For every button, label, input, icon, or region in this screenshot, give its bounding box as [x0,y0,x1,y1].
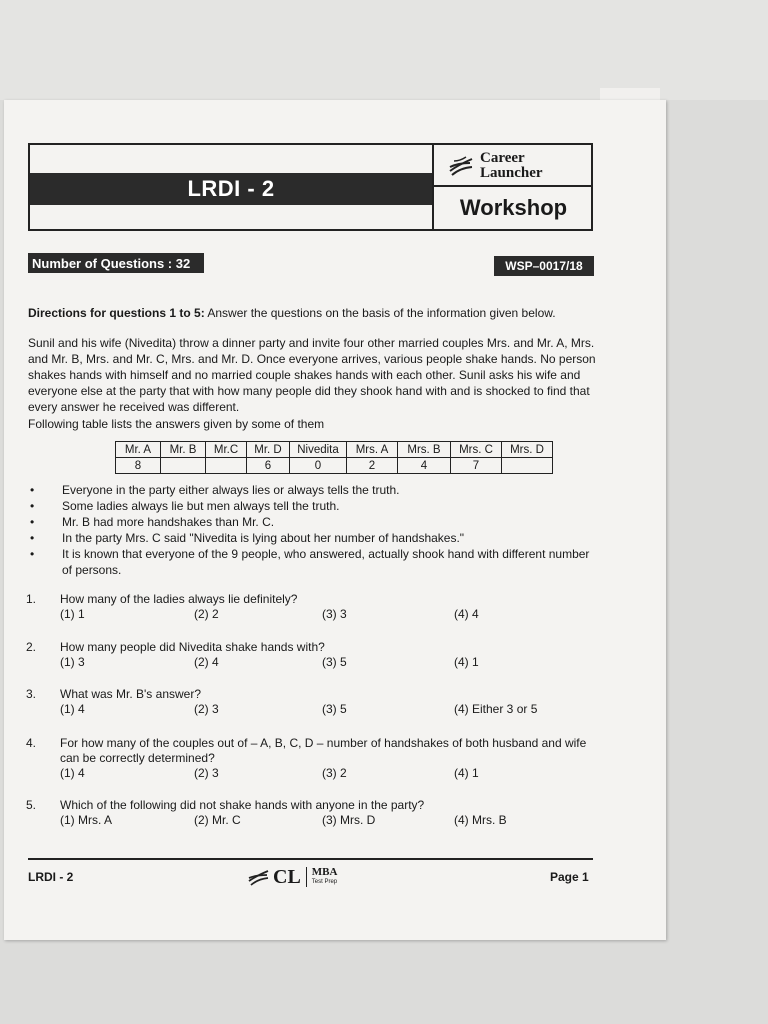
page-title: LRDI - 2 [30,173,432,205]
table-cell: 0 [290,458,347,474]
question-options [60,702,598,717]
option-4: (4) 1 [454,655,479,669]
option-1: (1) 3 [60,655,85,669]
question-2 [26,640,598,670]
option-4: (4) 4 [454,607,479,621]
question-stem: How many of the ladies always lie definitely? [60,592,298,606]
directions-text: Answer the questions on the basis of the information given below. [204,306,556,320]
footer-logo-sub-text: Test Prep [311,879,338,885]
question-options [60,766,598,781]
table-cell: 4 [398,458,451,474]
list-item [28,514,600,530]
question-count-badge: Number of Questions : 32 [28,253,204,273]
question-stem: What was Mr. B's answer? [60,687,201,701]
option-4: (4) Mrs. B [454,813,507,827]
workshop-label: Workshop [459,195,568,220]
question-4 [26,736,598,781]
table-header-cell: Mrs. A [347,442,398,458]
table-header-cell: Mr.C [206,442,247,458]
option-2: (2) 2 [194,607,219,621]
question-number: 4. [26,736,37,750]
table-cell: 6 [247,458,290,474]
bullet-symbol: • [30,547,35,561]
table-header-cell: Mr. D [247,442,290,458]
brand-logo [448,149,588,183]
answers-table [115,441,553,474]
passage: Sunil and his wife (Nivedita) throw a dinner party and invite four other married couples Mrs. and Mr. A, Mrs. and Mr. B, Mrs. and Mr. C, Mrs. and Mr. D. Once everyone arrives, various people shake hands. No person shakes hands with himself and no married couple shakes hands with each other. Sunil asks his wife and everyone else at the party that with how many people did they shook hand with and is shocked to find that every answer he received was different. [28,336,596,414]
option-4: (4) Either 3 or 5 [454,702,538,716]
table-row [116,458,553,474]
bullet-symbol: • [30,515,35,529]
question-5 [26,798,598,828]
footer-logo-text: CL [273,865,301,888]
brand-divider [434,185,593,187]
question-options [60,655,598,670]
footer-divider [28,858,593,860]
list-item [28,546,600,578]
question-number: 1. [26,592,37,606]
page-number: Page 1 [550,870,589,884]
table-cell: 7 [451,458,502,474]
bullet-symbol: • [30,499,35,513]
option-2: (2) Mr. C [194,813,241,827]
question-options [60,813,598,828]
question-stem: How many people did Nivedita shake hands with? [60,640,325,654]
option-1: (1) Mrs. A [60,813,113,827]
brand-line-1: Career [480,150,525,166]
question-number: 3. [26,687,37,701]
option-1: (1) 4 [60,702,85,716]
list-item [28,530,600,546]
option-4: (4) 1 [454,766,479,780]
page-header [28,143,593,231]
list-item [28,498,600,514]
table-header-row [116,442,553,458]
footer-section-label: LRDI - 2 [28,870,74,884]
footer-logo [248,864,337,890]
option-3: (3) 5 [322,702,347,716]
footer-logo-mba [312,867,338,887]
brand-name [480,151,543,181]
list-item-text: It is known that everyone of the 9 people, who answered, actually shook hand with different number of persons. [62,547,590,577]
question-number: 5. [26,798,37,812]
table-cell [206,458,247,474]
directions-label: Directions for questions 1 to 5: [28,306,205,320]
question-number: 2. [26,640,37,654]
table-cell [161,458,206,474]
question-stem: For how many of the couples out of – A, B, C, D – number of handshakes of both husband and wife can be correctly determined? [60,736,587,765]
scan-background [0,0,768,100]
conditions-list [28,482,600,578]
list-item-text: Some ladies always lie but men always tell the truth. [62,499,340,513]
paper-code-badge: WSP–0017/18 [494,256,594,276]
list-item [28,482,600,498]
option-3: (3) 5 [322,655,347,669]
table-header-cell: Mrs. B [398,442,451,458]
brand-line-2: Launcher [480,165,543,181]
question-stem: Which of the following did not shake hands with anyone in the party? [60,798,425,812]
question-1 [26,592,598,622]
option-1: (1) 4 [60,766,85,780]
option-3: (3) Mrs. D [322,813,376,827]
cl-swirl-icon [248,868,270,886]
option-3: (3) 2 [322,766,347,780]
bullet-symbol: • [30,483,35,497]
option-2: (2) 3 [194,702,219,716]
option-3: (3) 3 [322,607,347,621]
option-1: (1) 1 [60,607,85,621]
question-3 [26,687,598,717]
list-item-text: In the party Mrs. C said "Nivedita is lying about her number of handshakes." [62,531,465,545]
table-cell [502,458,553,474]
table-header-cell: Mr. B [161,442,206,458]
directions [28,306,598,320]
bullet-symbol: • [30,531,35,545]
option-2: (2) 4 [194,655,219,669]
career-launcher-swirl-icon [448,155,474,177]
option-2: (2) 3 [194,766,219,780]
table-header-cell: Mr. A [116,442,161,458]
table-header-cell: Nivedita [290,442,347,458]
table-cell: 8 [116,458,161,474]
list-item-text: Mr. B had more handshakes than Mr. C. [62,515,275,529]
question-options [60,607,598,622]
footer-logo-separator [306,867,307,887]
table-intro: Following table lists the answers given by some of them [28,417,325,431]
table-header-cell: Mrs. C [451,442,502,458]
table-header-cell: Mrs. D [502,442,553,458]
table-cell: 2 [347,458,398,474]
list-item-text: Everyone in the party either always lies or always tells the truth. [62,483,400,497]
footer-logo-mba-text: MBA [311,866,338,878]
